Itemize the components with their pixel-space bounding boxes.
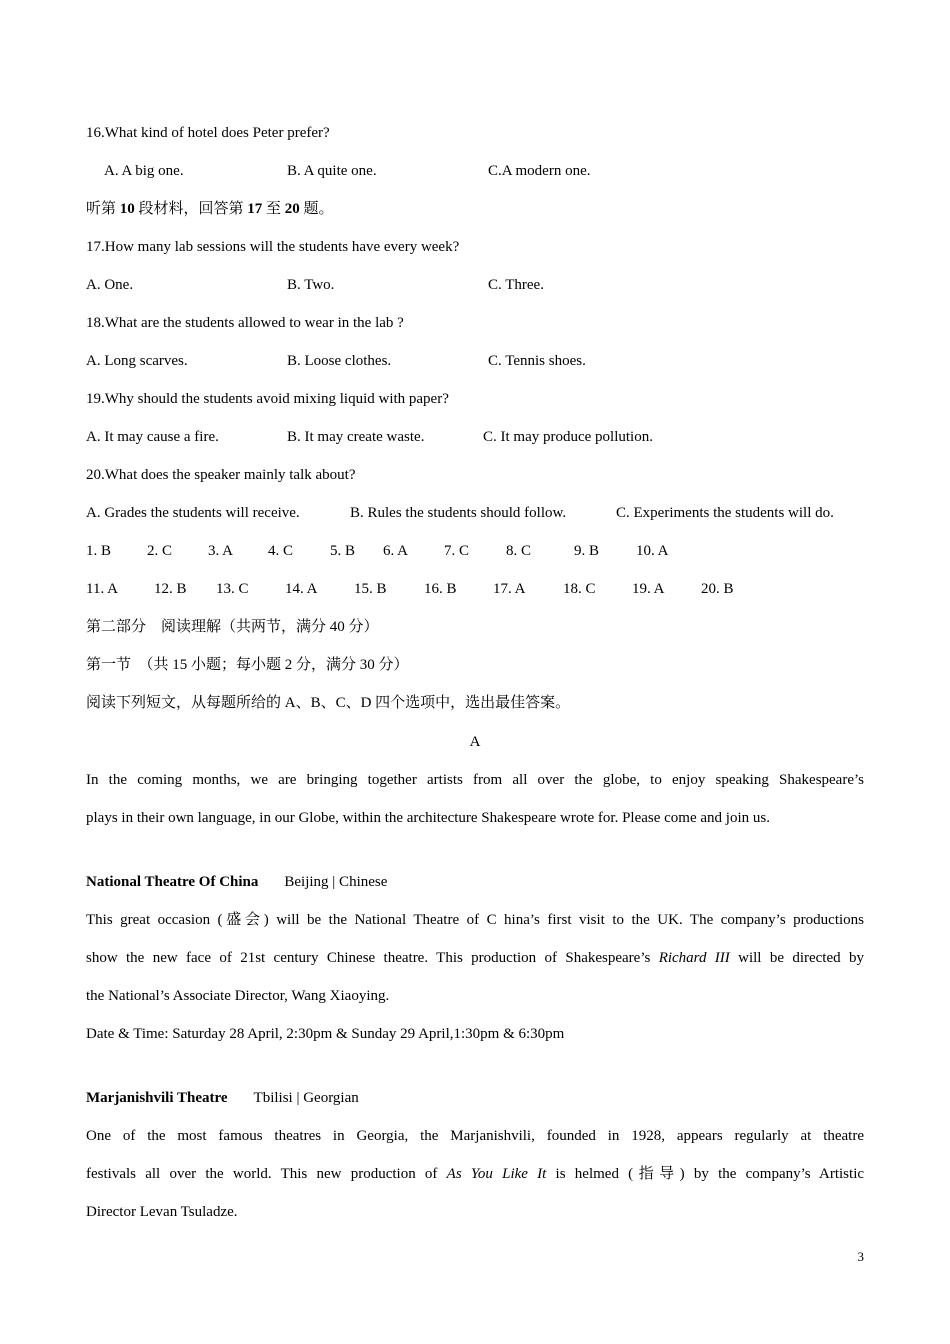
theatre-place: Beijing | Chinese bbox=[284, 874, 388, 890]
answer-item: 7. C bbox=[444, 543, 470, 559]
answer-item: 17. A bbox=[493, 581, 526, 597]
question-16-option-a: A. A big one. bbox=[104, 163, 184, 179]
question-18-option-b: B. Loose clothes. bbox=[287, 353, 392, 369]
question-16-option-c: C.A modern one. bbox=[488, 163, 591, 179]
question-20-option-c: C. Experiments the students will do. bbox=[616, 505, 834, 521]
theatre-desc-line: festivals all over the world. This new production of As You Like It is helmed (指导) by the company’s Artistic bbox=[86, 1166, 865, 1182]
question-16-stem: 16.What kind of hotel does Peter prefer? bbox=[86, 125, 330, 141]
theatre-desc-line: show the new face of 21st century Chinese theatre. This production of Shakespeare’s Richard III will be directed by bbox=[86, 950, 864, 966]
question-18-option-a: A. Long scarves. bbox=[86, 353, 188, 369]
answer-item: 15. B bbox=[354, 581, 387, 597]
answer-item: 20. B bbox=[701, 581, 734, 597]
reading-instruction: 阅读下列短文，从每题所给的 A、B、C、D 四个选项中，选出最佳答案。 bbox=[86, 695, 571, 711]
question-19-option-c: C. It may produce pollution. bbox=[483, 429, 653, 445]
question-17-stem: 17.How many lab sessions will the students have every week? bbox=[86, 239, 460, 255]
theatre-heading bbox=[86, 872, 387, 892]
answer-item: 16. B bbox=[424, 581, 457, 597]
question-17-option-b: B. Two. bbox=[287, 277, 335, 293]
theatre-name: National Theatre Of China bbox=[86, 874, 259, 890]
answer-item: 1. B bbox=[86, 543, 112, 559]
answer-item: 14. A bbox=[285, 581, 318, 597]
answer-item: 18. C bbox=[563, 581, 596, 597]
question-18-stem: 18.What are the students allowed to wear in the lab ? bbox=[86, 315, 404, 331]
question-20-option-a: A. Grades the students will receive. bbox=[86, 505, 300, 521]
theatre-name: Marjanishvili Theatre bbox=[86, 1090, 228, 1106]
answer-item: 2. C bbox=[147, 543, 173, 559]
question-18-option-c: C. Tennis shoes. bbox=[488, 353, 586, 369]
question-19-option-a: A. It may cause a fire. bbox=[86, 429, 219, 445]
question-19-stem: 19.Why should the students avoid mixing liquid with paper? bbox=[86, 391, 449, 407]
answer-item: 8. C bbox=[506, 543, 532, 559]
theatre-desc-line: One of the most famous theatres in Georgia, the Marjanishvili, founded in 1928, appears regularly at theatre bbox=[86, 1128, 864, 1144]
answer-item: 19. A bbox=[632, 581, 665, 597]
date-time: Date & Time: Saturday 28 April, 2:30pm & Sunday 29 April,1:30pm & 6:30pm bbox=[86, 1026, 565, 1042]
intro-line-1: In the coming months, we are bringing together artists from all over the globe, to enjoy speaking Shakespeare’s bbox=[86, 772, 864, 788]
theatre-desc-line: Director Levan Tsuladze. bbox=[86, 1204, 238, 1220]
theatre-desc-line: This great occasion (盛会) will be the National Theatre of C hina’s first visit to the UK. The company’s productions bbox=[86, 912, 864, 928]
question-16-option-b: B. A quite one. bbox=[287, 163, 377, 179]
play-title: As You Like It bbox=[446, 1166, 547, 1182]
passage-label: A bbox=[469, 734, 481, 750]
question-17-option-c: C. Three. bbox=[488, 277, 544, 293]
intro-line-2: plays in their own language, in our Globe, within the architecture Shakespeare wrote for. Please come and join us. bbox=[86, 810, 770, 826]
answer-item: 11. A bbox=[86, 581, 118, 597]
answer-item: 4. C bbox=[268, 543, 294, 559]
theatre-heading bbox=[86, 1088, 359, 1108]
answer-item: 5. B bbox=[330, 543, 356, 559]
question-17-option-a: A. One. bbox=[86, 277, 134, 293]
answer-item: 6. A bbox=[383, 543, 409, 559]
question-20-option-b: B. Rules the students should follow. bbox=[350, 505, 567, 521]
play-title: Richard III bbox=[658, 950, 730, 966]
answer-item: 3. A bbox=[208, 543, 234, 559]
theatre-place: Tbilisi | Georgian bbox=[253, 1090, 359, 1106]
theatre-desc-line: the National’s Associate Director, Wang Xiaoying. bbox=[86, 988, 390, 1004]
page-number: 3 bbox=[857, 1249, 864, 1264]
answer-item: 9. B bbox=[574, 543, 600, 559]
answer-item: 10. A bbox=[636, 543, 669, 559]
part-2-title: 第二部分 阅读理解（共两节，满分 40 分） bbox=[86, 619, 379, 635]
listening-instruction: 听第 10 段材料，回答第 17 至 20 题。 bbox=[86, 201, 334, 217]
answer-item: 12. B bbox=[154, 581, 187, 597]
answer-item: 13. C bbox=[216, 581, 249, 597]
question-20-stem: 20.What does the speaker mainly talk about? bbox=[86, 467, 356, 483]
question-19-option-b: B. It may create waste. bbox=[287, 429, 425, 445]
section-1-title: 第一节 （共 15 小题；每小题 2 分，满分 30 分） bbox=[86, 657, 409, 673]
